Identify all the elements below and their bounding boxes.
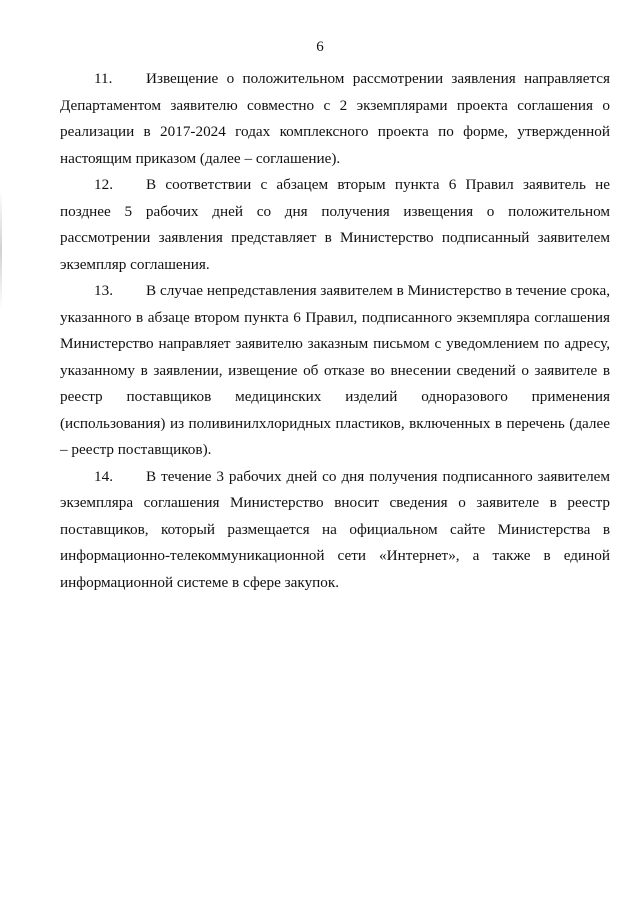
scan-edge-mark: [0, 190, 2, 310]
paragraph-12: [60, 172, 610, 278]
paragraph-number: 14.: [94, 467, 113, 485]
paragraph-number: 12.: [94, 176, 113, 193]
paragraph-text: В случае непредставления заявителем в Министерство в течение срока, указанного в абзаце втором пункта 6 Правил, подписанного экземпляра соглашения Министерство направляет заявителю заказным письмом с уведомлением по адресу, указанному в заявлении, извещение об отказе во внесении сведений о заявителе в реестр поставщиков медицинских изделий одноразового применения (использования) из поливинилхлоридных пластиков, включенных в перечень (далее – реестр поставщиков).: [60, 282, 610, 458]
paragraph-14: [60, 464, 610, 597]
paragraph-number: 13.: [94, 282, 113, 299]
paragraph-text: Извещение о положительном рассмотрении заявления направляется Департаментом заявителю совместно с 2 экземплярами проекта соглашения о реализации в 2017-2024 годах комплексного проекта по форме, утвержденной настоящим приказом (далее – соглашение).: [60, 70, 610, 167]
paragraph-text: В соответствии с абзацем вторым пункта 6 Правил заявитель не позднее 5 рабочих дней со дня получения извещения о положительном рассмотрении заявления представляет в Министерство подписанный заявителем экземпляр соглашения.: [60, 176, 610, 273]
paragraph-11: [60, 66, 610, 172]
paragraph-13: [60, 278, 610, 464]
paragraph-text: В течение 3 рабочих дней со дня получения подписанного заявителем экземпляра соглашения Министерство вносит сведения о заявителе в реестр поставщиков, который размещается на официальном сайте Министерства в информационно-телекоммуникационной сети «Интернет», а также в единой информационной системе в сфере закупок.: [60, 467, 610, 591]
document-body: [60, 66, 610, 596]
paragraph-number: 11.: [94, 70, 113, 87]
page-number: 6: [316, 39, 324, 55]
